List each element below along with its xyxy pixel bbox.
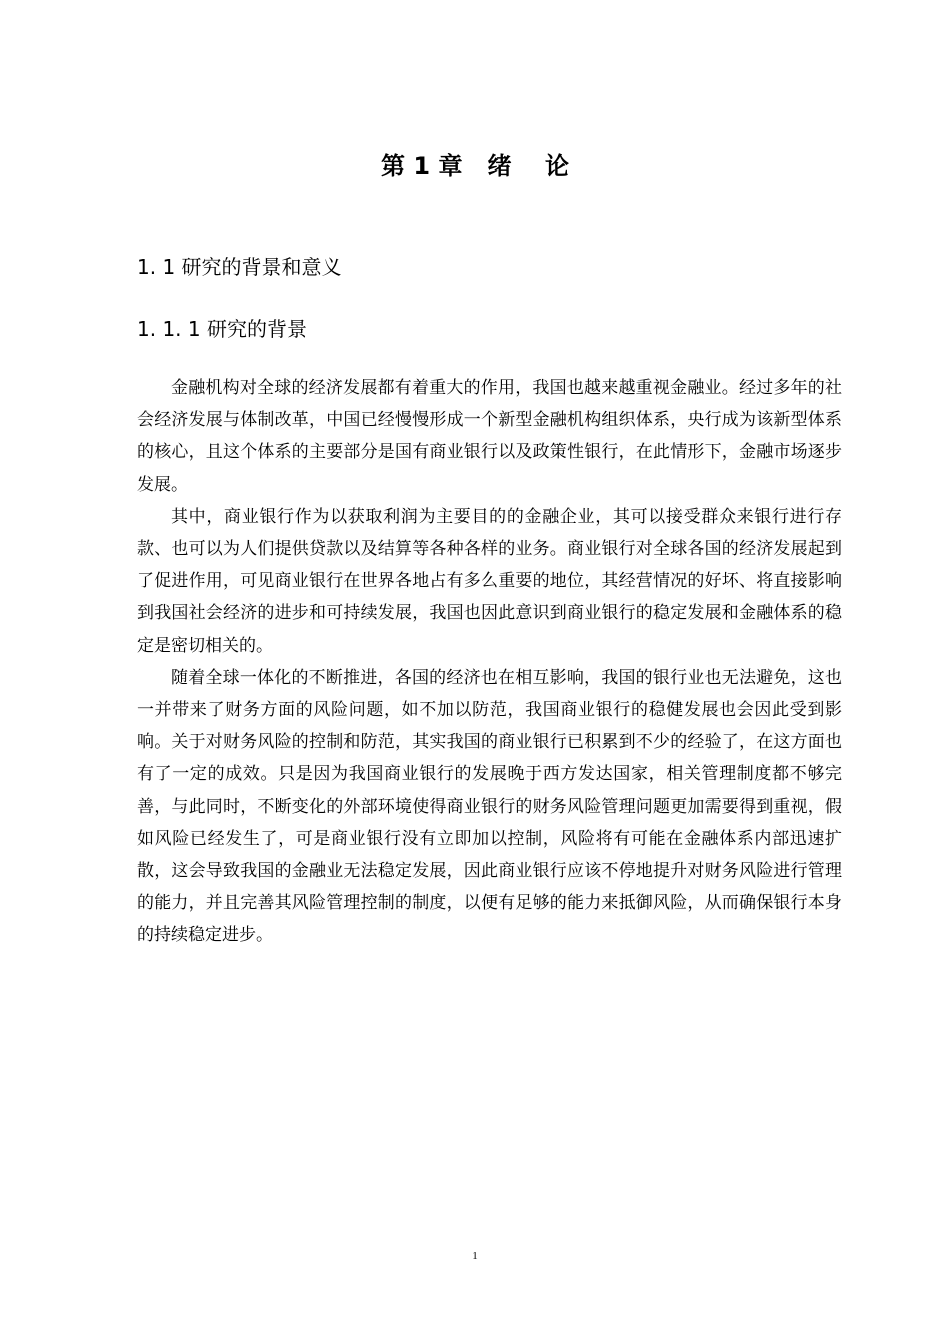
subsection-heading: 1. 1. 1 研究的背景 xyxy=(137,317,307,341)
paragraph-3: 随着全球一体化的不断推进，各国的经济也在相互影响，我国的银行业也无法避免，这也一并带来了财务方面的风险问题，如不加以防范，我国商业银行的稳健发展也会因此受到影响。关于对财务风险的控制和防范，其实我国的商业银行已积累到不少的经验了，在这方面也有了一定的成效。只是因为我国商业银行的发展晚于西方发达国家，相关管理制度都不够完善，与此同时，不断变化的外部环境使得商业银行的财务风险管理问题更加需要得到重视，假如风险已经发生了，可是商业银行没有立即加以控制，风险将有可能在金融体系内部迅速扩散，这会导致我国的金融业无法稳定发展，因此商业银行应该不停地提升对财务风险进行管理的能力，并且完善其风险管理控制的制度，以便有足够的能力来抵御风险，从而确保银行本身的持续稳定进步。 xyxy=(137,667,842,946)
section-heading: 1. 1 研究的背景和意义 xyxy=(137,255,342,279)
body-text xyxy=(137,372,842,952)
paragraph-2: 其中，商业银行作为以获取利润为主要目的的金融企业，其可以接受群众来银行进行存款、也可以为人们提供贷款以及结算等各种各样的业务。商业银行对全球各国的经济发展起到了促进作用，可见商业银行在世界各地占有多么重要的地位，其经营情况的好坏、将直接影响到我国社会经济的进步和可持续发展，我国也因此意识到商业银行的稳定发展和金融体系的稳定是密切相关的。 xyxy=(137,506,842,656)
page-number: 1 xyxy=(472,1250,478,1262)
chapter-title: 第 1 章 绪 论 xyxy=(381,152,569,180)
paragraph-1: 金融机构对全球的经济发展都有着重大的作用，我国也越来越重视金融业。经过多年的社会经济发展与体制改革，中国已经慢慢形成一个新型金融机构组织体系，央行成为该新型体系的核心，且这个体系的主要部分是国有商业银行以及政策性银行，在此情形下，金融市场逐步发展。 xyxy=(137,378,842,495)
